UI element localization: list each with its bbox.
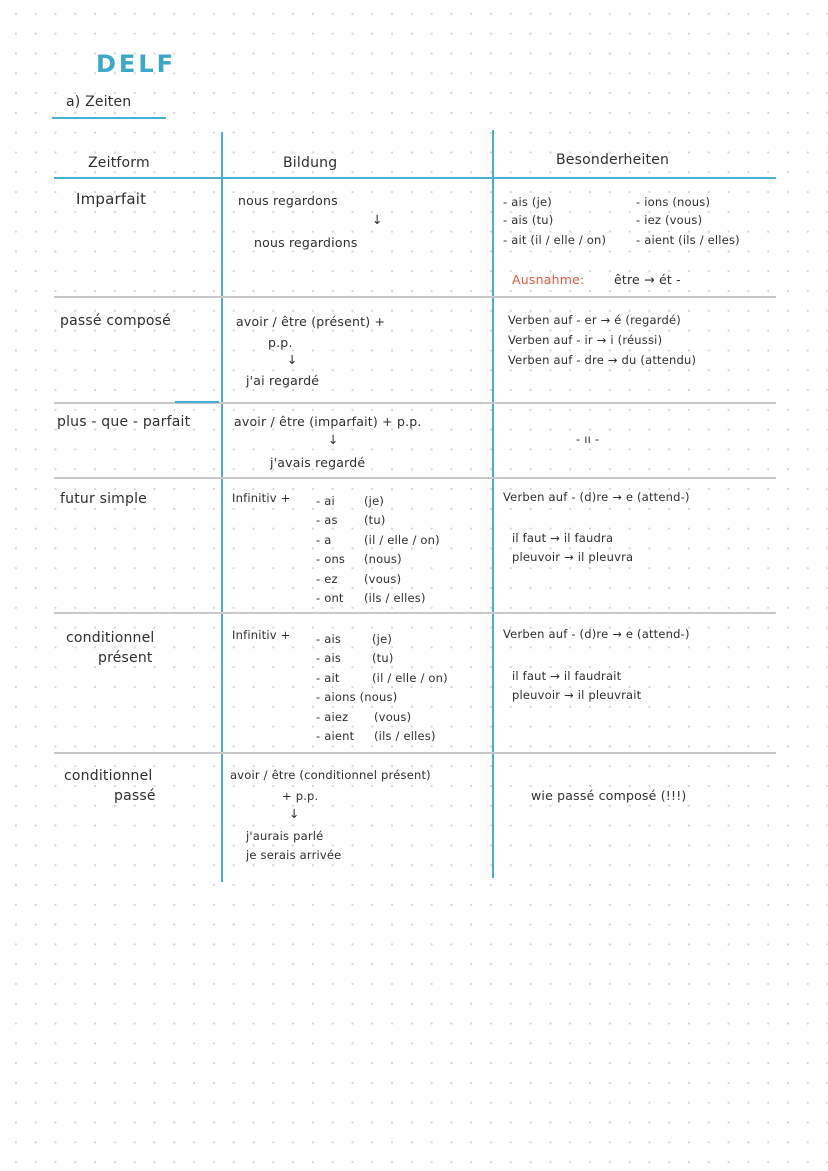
cond-person-5: (vous) — [374, 710, 412, 724]
cond-ending-6: - aient — [316, 729, 355, 743]
page-title: DELF — [96, 50, 177, 78]
row-divider-4 — [54, 612, 776, 614]
plus-que-parfait-build-1: avoir / être (imparfait) + p.p. — [234, 414, 422, 429]
cond-passe-build-1: avoir / être (conditionnel présent) — [230, 768, 431, 782]
cond-passe-special: wie passé composé (!!!) — [531, 788, 687, 803]
passe-compose-build-2: p.p. — [268, 335, 293, 350]
futur-person-1: (je) — [364, 494, 385, 508]
cond-present-name-1: conditionnel — [66, 630, 155, 646]
plus-que-parfait-build-2: j'avais regardé — [270, 455, 366, 470]
cond-special-1: Verben auf - (d)re → e (attend-) — [503, 627, 690, 641]
imparfait-ending-left-3: - ait (il / elle / on) — [503, 233, 607, 247]
plus-que-parfait-name: plus - que - parfait — [57, 414, 191, 430]
futur-special-1: Verben auf - (d)re → e (attend-) — [503, 490, 690, 504]
header-form: Zeitform — [88, 155, 150, 171]
plusque-underline — [175, 401, 219, 403]
imparfait-ending-right-3: - aient (ils / elles) — [636, 233, 740, 247]
futur-person-5: (vous) — [364, 572, 402, 586]
passe-compose-special-2: Verben auf - ir → i (réussi) — [508, 333, 663, 347]
futur-simple-build-label: Infinitiv + — [232, 491, 291, 505]
cond-passe-name-2: passé — [114, 788, 156, 804]
cond-ending-2: - ais — [316, 651, 342, 665]
imparfait-ending-left-2: - ais (tu) — [503, 213, 554, 227]
futur-ending-1: - ai — [316, 494, 335, 508]
cond-present-build-label: Infinitiv + — [232, 628, 291, 642]
cond-ending-3: - ait — [316, 671, 340, 685]
passe-compose-special-3: Verben auf - dre → du (attendu) — [508, 353, 697, 367]
imparfait-build-2: nous regardions — [254, 235, 358, 250]
row-divider-1 — [54, 296, 776, 298]
imparfait-arrow: ↓ — [372, 212, 383, 227]
futur-person-4: (nous) — [364, 552, 402, 566]
passe-compose-name: passé composé — [60, 313, 171, 329]
header-special: Besonderheiten — [556, 152, 670, 168]
futur-ending-5: - ez — [316, 572, 338, 586]
header-divider — [54, 177, 776, 179]
cond-present-name-2: présent — [98, 650, 153, 666]
row-divider-3 — [54, 477, 776, 479]
cond-person-1: (je) — [372, 632, 393, 646]
cond-special-2: il faut → il faudrait — [512, 669, 622, 683]
futur-person-2: (tu) — [364, 513, 386, 527]
plus-que-parfait-special: - ıı - — [576, 432, 600, 446]
futur-special-2: il faut → il faudra — [512, 531, 614, 545]
imparfait-ending-left-1: - ais (je) — [503, 195, 552, 209]
section-underline — [52, 117, 166, 119]
cond-passe-build-2: + p.p. — [282, 789, 319, 803]
passe-compose-special-1: Verben auf - er → é (regardé) — [508, 313, 681, 327]
cond-passe-build-4: je serais arrivée — [246, 848, 342, 862]
cond-special-3: pleuvoir → il pleuvrait — [512, 688, 642, 702]
futur-person-3: (il / elle / on) — [364, 533, 440, 547]
cond-ending-5: - aiez — [316, 710, 349, 724]
cond-passe-name-1: conditionnel — [64, 768, 153, 784]
imparfait-exception-text: être → ét - — [614, 272, 681, 287]
futur-ending-4: - ons — [316, 552, 346, 566]
header-build: Bildung — [283, 155, 338, 171]
cond-person-2: (tu) — [372, 651, 394, 665]
cond-passe-build-3: j'aurais parlé — [246, 829, 324, 843]
cond-ending-4: - aions (nous) — [316, 690, 398, 704]
futur-simple-name: futur simple — [60, 491, 147, 507]
passe-compose-build-1: avoir / être (présent) + — [236, 314, 386, 329]
cond-person-3: (il / elle / on) — [372, 671, 448, 685]
cond-ending-1: - ais — [316, 632, 342, 646]
imparfait-ending-right-2: - iez (vous) — [636, 213, 703, 227]
section-heading: a) Zeiten — [66, 94, 132, 110]
row-divider-5 — [54, 752, 776, 754]
imparfait-build-1: nous regardons — [238, 193, 338, 208]
passe-compose-arrow: ↓ — [287, 352, 298, 367]
futur-ending-2: - as — [316, 513, 338, 527]
futur-ending-6: - ont — [316, 591, 344, 605]
column-divider-1 — [221, 132, 223, 882]
cond-passe-arrow: ↓ — [289, 806, 300, 821]
plus-que-parfait-arrow: ↓ — [328, 432, 339, 447]
column-divider-2 — [492, 130, 494, 878]
imparfait-name: Imparfait — [76, 190, 147, 208]
imparfait-ending-right-1: - ions (nous) — [636, 195, 711, 209]
imparfait-exception-label: Ausnahme: — [512, 272, 585, 287]
passe-compose-build-3: j'ai regardé — [246, 373, 320, 388]
row-divider-2 — [54, 402, 776, 404]
futur-ending-3: - a — [316, 533, 332, 547]
cond-person-6: (ils / elles) — [374, 729, 436, 743]
futur-special-3: pleuvoir → il pleuvra — [512, 550, 634, 564]
futur-person-6: (ils / elles) — [364, 591, 426, 605]
